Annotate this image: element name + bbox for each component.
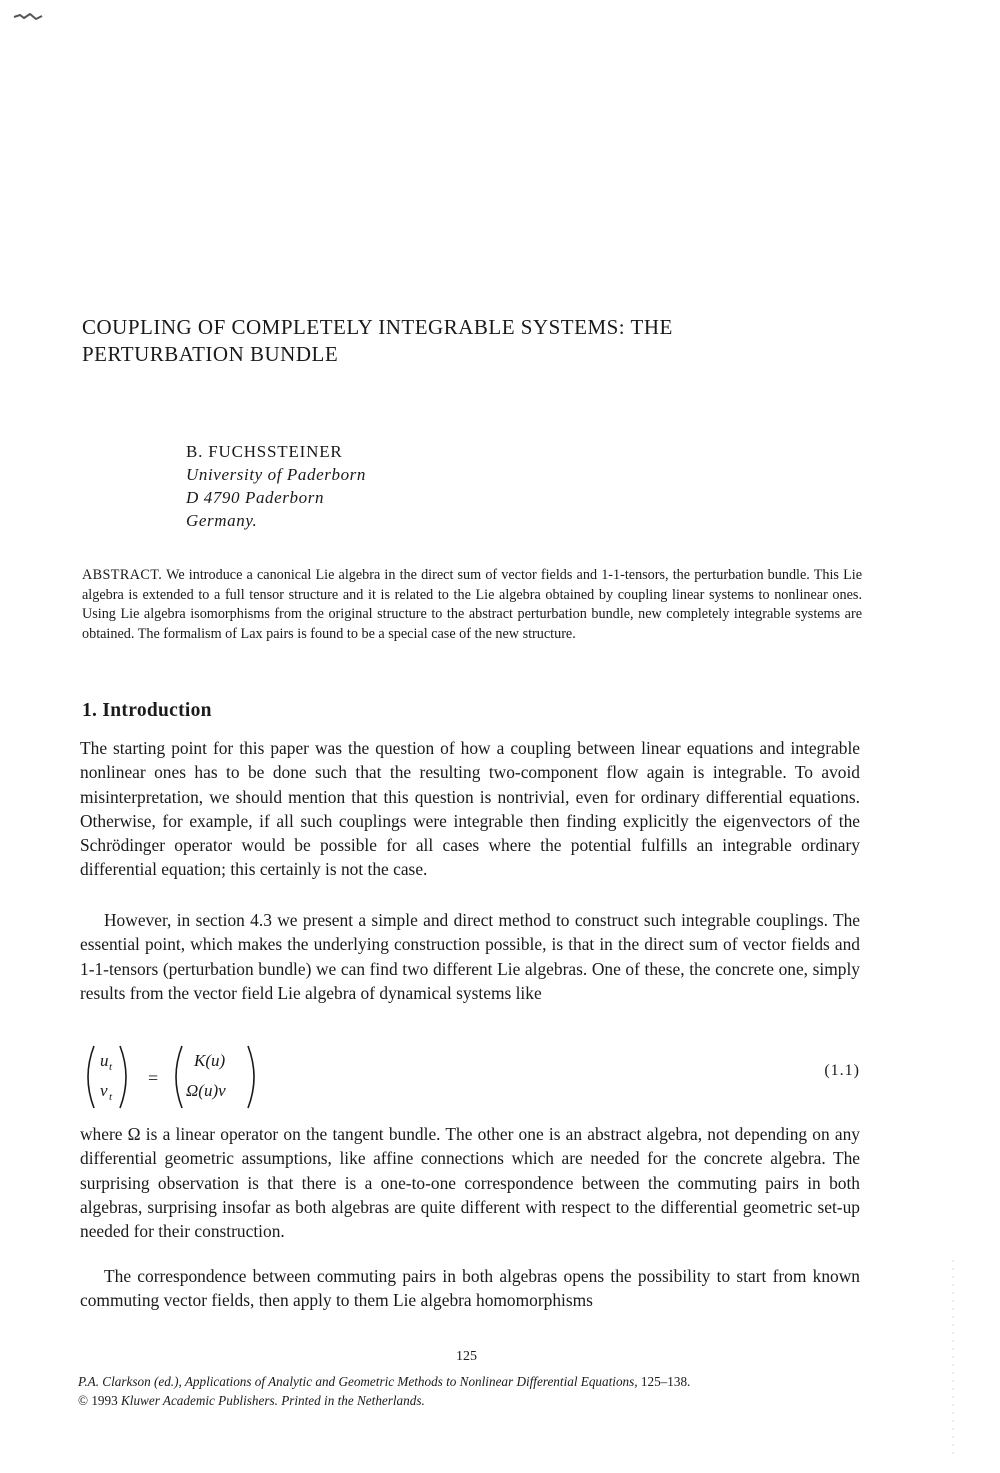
- citation-book-title: Applications of Analytic and Geometric Methods to Nonlinear Differential Equations,: [184, 1374, 641, 1389]
- affiliation-country: Germany.: [186, 511, 258, 530]
- affiliation-city: D 4790 Paderborn: [186, 488, 325, 507]
- rhs-bottom-expr: Ω(u)v: [186, 1081, 226, 1100]
- lhs-top-var: u: [100, 1051, 109, 1070]
- lhs-top-sub: t: [109, 1061, 113, 1073]
- affiliation-university: University of Paderborn: [186, 465, 366, 484]
- citation-line-2: [78, 1391, 798, 1410]
- intro-paragraph-2: However, in section 4.3 we present a simple and direct method to construct such integrable couplings. The essential point, which makes the underlying construction possible, is that in the direct sum of vector fields and 1-1-tensors (perturbation bundle) we can find two different Lie algebras. One of these, the concrete one, simply results from the vector field Lie algebra of dynamical systems like: [80, 910, 860, 1003]
- abstract: [82, 566, 862, 644]
- citation-pages: 125–138.: [640, 1374, 691, 1389]
- equation-number: (1.1): [824, 1062, 860, 1079]
- scan-edge-artifact: [952, 1260, 954, 1460]
- citation-footer: [78, 1372, 798, 1410]
- scan-artifact-mark: [10, 10, 50, 24]
- paper-title: [82, 314, 902, 368]
- page-number: 125: [456, 1349, 477, 1364]
- equals-sign: =: [148, 1068, 159, 1088]
- citation-line-1: [78, 1372, 798, 1391]
- rhs-top-expr: K(u): [194, 1051, 226, 1070]
- section-heading-introduction: 1. Introduction: [82, 700, 212, 721]
- author-name: B. FUCHSSTEINER: [186, 442, 343, 461]
- intro-paragraph-3: where Ω is a linear operator on the tangent bundle. The other one is an abstract algebra, not depending on any differential geometric assumptions, like affine connections which are needed for the concrete algebra. The surprising observation is that there is a one-to-one correspondence between the commuting pairs in both algebras, surprising insofar as both algebras are quite different with respect to the differential geometric set-up needed for their construction.: [80, 1124, 860, 1242]
- rhs-left-paren: [176, 1046, 182, 1108]
- title-line-1: COUPLING OF COMPLETELY INTEGRABLE SYSTEMS: THE: [82, 315, 673, 339]
- abstract-text: We introduce a canonical Lie algebra in the direct sum of vector fields and 1-1-tensors, the perturbation bundle. This Lie algebra is extended to a full tensor structure and it is related to the Lie algebra obtained by coupling linear systems to nonlinear ones. Using Lie algebra isomorphisms from the original structure to the abstract perturbation bundle, new completely integrable systems are obtained. The formalism of Lax pairs is found to be a special case of the new structure.: [82, 567, 863, 642]
- lhs-bottom-var: v: [100, 1081, 108, 1100]
- citation-editor: P.A. Clarkson (ed.),: [78, 1374, 185, 1389]
- lhs-left-paren: [88, 1046, 94, 1108]
- author-block: [186, 440, 366, 532]
- intro-paragraph-4: The correspondence between commuting pairs in both algebras opens the possibility to start from known commuting vector fields, then apply to them Lie algebra homomorphisms: [80, 1266, 860, 1311]
- abstract-label: ABSTRACT.: [82, 567, 163, 583]
- equation-1-1: [78, 1042, 868, 1112]
- citation-publisher: Kluwer Academic Publishers. Printed in the Netherlands.: [121, 1393, 425, 1408]
- title-line-2: PERTURBATION BUNDLE: [82, 342, 339, 366]
- equation-graphic: [78, 1042, 378, 1112]
- lhs-right-paren: [120, 1046, 126, 1108]
- rhs-right-paren: [248, 1046, 254, 1108]
- lhs-bottom-sub: t: [109, 1091, 113, 1103]
- citation-copyright: © 1993: [78, 1393, 121, 1408]
- intro-paragraph-1: The starting point for this paper was the question of how a coupling between linear equations and integrable nonlinear ones has to be done such that the resulting two-component flow again is integrable. To avoid misinterpretation, we should mention that this question is nontrivial, even for ordinary differential equations. Otherwise, for example, if all such couplings were integrable then finding explicitly the eigenvectors of the Schrödinger operator would be possible for all cases where the potential fulfills an integrable ordinary differential equation; this certainly is not the case.: [80, 738, 860, 880]
